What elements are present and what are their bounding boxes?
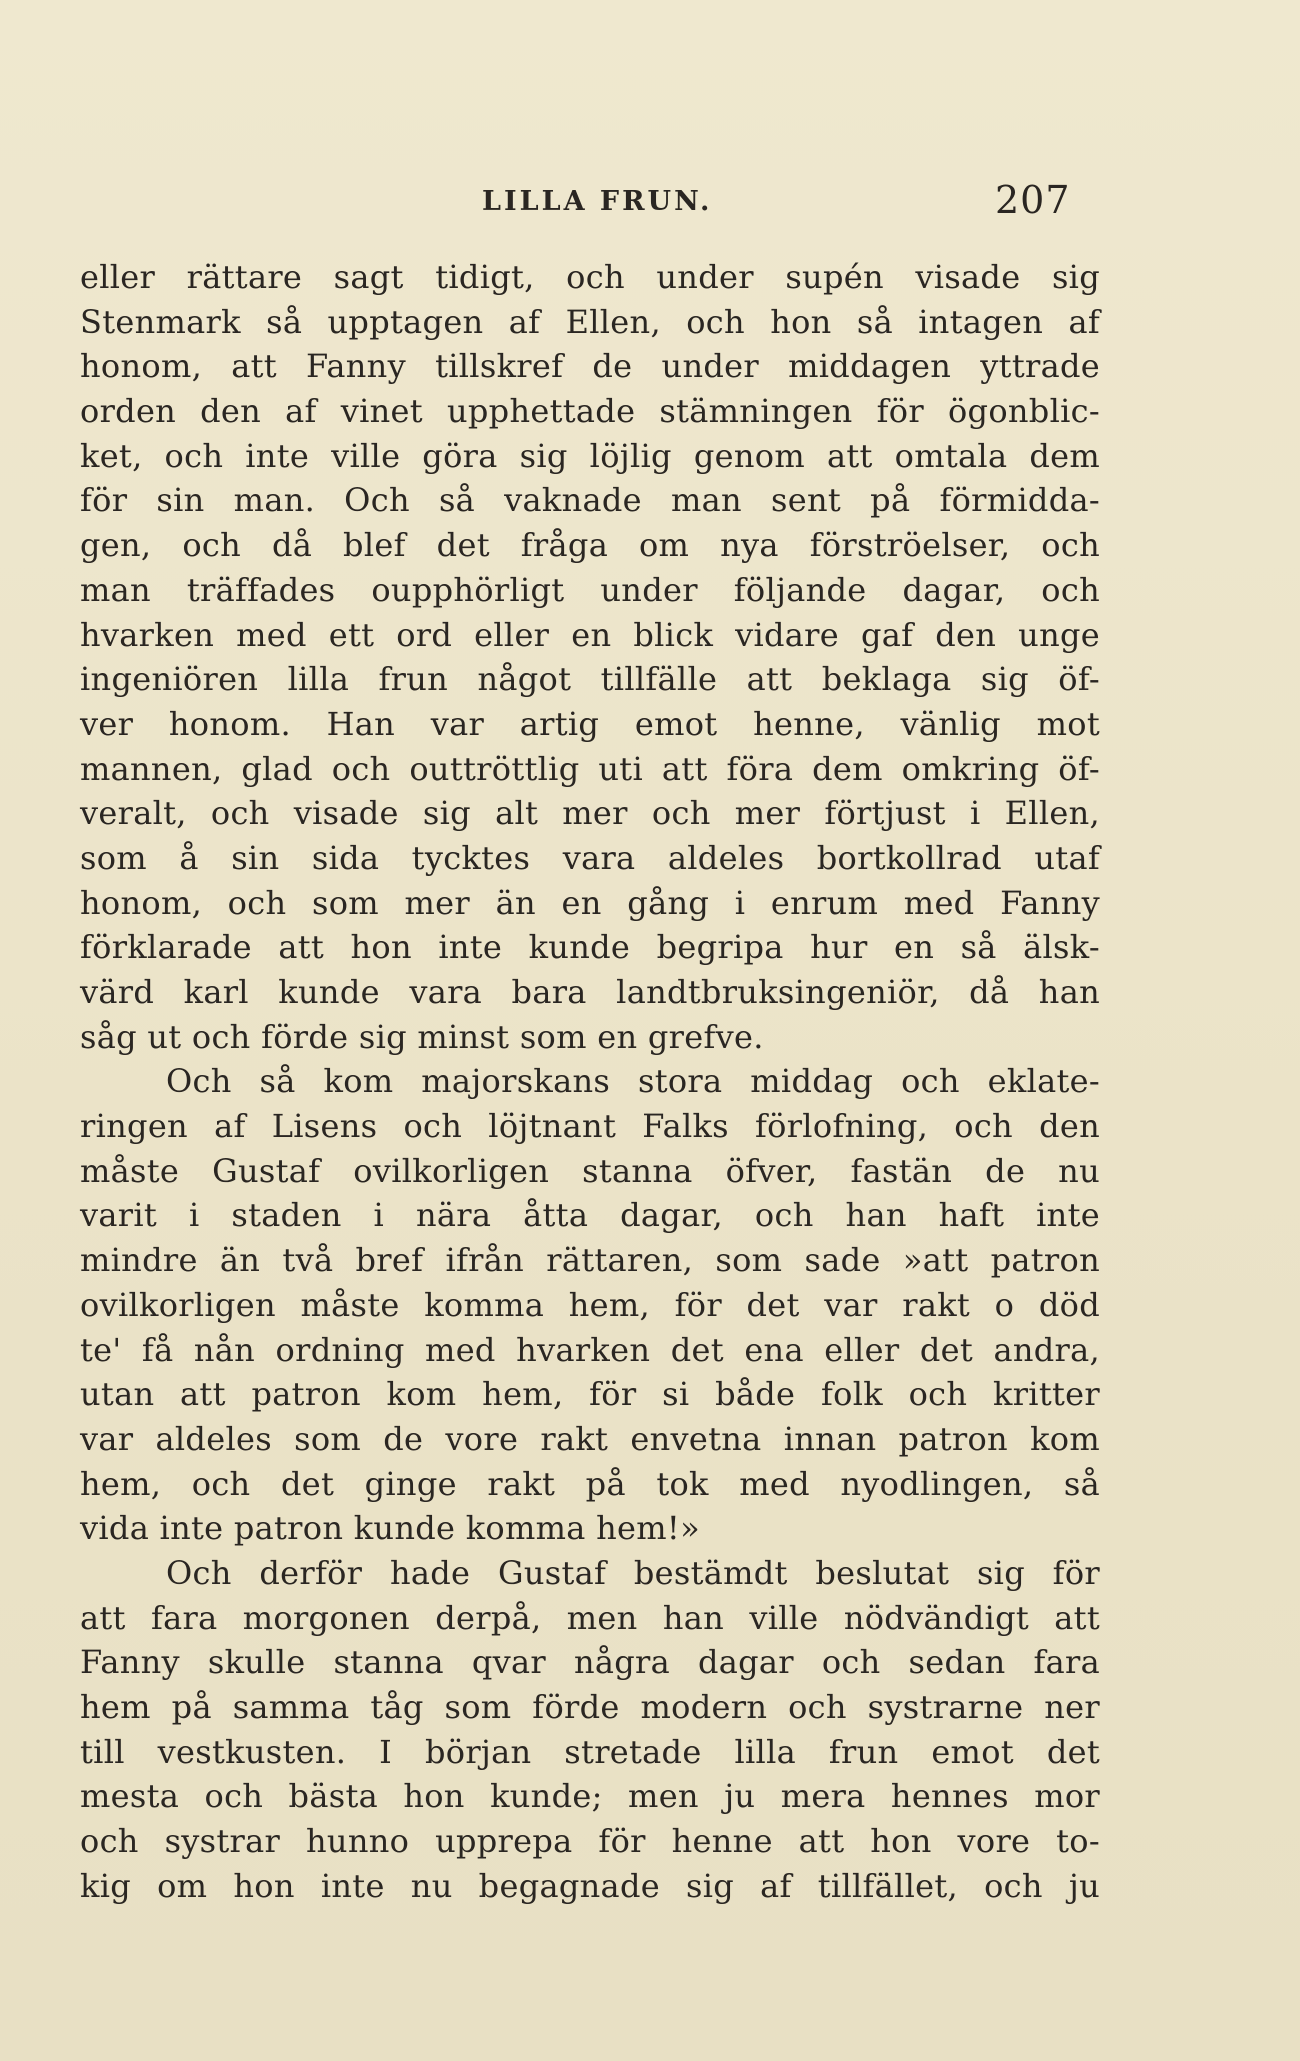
text-line: ringen af Lisens och löjtnant Falks förlofning, och den	[80, 1107, 1100, 1146]
text-line: kig om hon inte nu begagnade sig af tillfället, och ju	[80, 1866, 1100, 1905]
text-line: måste Gustaf ovilkorligen stanna öfver, fastän de nu	[80, 1151, 1100, 1190]
text-line: honom, och som mer än en gång i enrum med Fanny	[80, 883, 1100, 922]
text-line: mesta och bästa hon kunde; men ju mera hennes mor	[80, 1777, 1100, 1816]
body-text	[80, 255, 1100, 1908]
text-line: var aldeles som de vore rakt envetna innan patron kom	[80, 1419, 1100, 1458]
text-line: Stenmark så upptagen af Ellen, och hon så intagen af	[80, 302, 1100, 341]
text-line: förklarade att hon inte kunde begripa hur en så älsk-	[80, 928, 1100, 967]
text-line: ovilkorligen måste komma hem, för det var rakt o död	[80, 1285, 1100, 1324]
text-line: hem, och det ginge rakt på tok med nyodlingen, så	[80, 1464, 1100, 1503]
text-line: till vestkusten. I början stretade lilla frun emot det	[80, 1732, 1100, 1771]
text-line: veralt, och visade sig alt mer och mer förtjust i Ellen,	[80, 794, 1100, 833]
text-line: Och så kom majorskans stora middag och eklate-	[166, 1062, 1100, 1101]
text-line: ver honom. Han var artig emot henne, vänlig mot	[80, 704, 1100, 743]
page-number: 207	[995, 178, 1071, 222]
text-line: hem på samma tåg som förde modern och systrarne ner	[80, 1688, 1100, 1726]
text-line: ingeniören lilla frun något tillfälle att beklaga sig öf-	[80, 660, 1100, 699]
text-line: orden den af vinet upphettade stämningen för ögonblic-	[80, 392, 1100, 431]
text-line: vida inte patron kunde komma hem!»	[80, 1509, 700, 1548]
text-line: som å sin sida tycktes vara aldeles bortkollrad utaf	[80, 838, 1100, 877]
text-line: utan att patron kom hem, för si både folk och kritter	[80, 1375, 1100, 1414]
text-line: mindre än två bref ifrån rättaren, som sade »att patron	[80, 1241, 1100, 1280]
text-line: att fara morgonen derpå, men han ville nödvändigt att	[80, 1598, 1100, 1637]
text-line: Och derför hade Gustaf bestämdt beslutat sig för	[166, 1553, 1100, 1592]
running-title: LILLA FRUN.	[482, 186, 713, 217]
text-line: mannen, glad och outtröttlig uti att föra dem omkring öf-	[80, 749, 1100, 788]
text-line: och systrar hunno upprepa för henne att hon vore to-	[80, 1822, 1100, 1861]
text-line: te' få nån ordning med hvarken det ena eller det andra,	[80, 1330, 1100, 1369]
text-line: värd karl kunde vara bara landtbruksingeniör, då han	[80, 973, 1100, 1011]
text-line: hvarken med ett ord eller en blick vidare gaf den unge	[80, 615, 1100, 654]
text-line: såg ut och förde sig minst som en grefve.	[80, 1017, 764, 1056]
text-line: varit i staden i nära åtta dagar, och han haft inte	[80, 1196, 1100, 1235]
running-header	[0, 178, 1300, 230]
text-line: Fanny skulle stanna qvar några dagar och sedan fara	[80, 1643, 1100, 1682]
text-line: gen, och då blef det fråga om nya förströelser, och	[80, 526, 1100, 565]
text-line: ket, och inte ville göra sig löjlig genom att omtala dem	[80, 436, 1100, 475]
text-line: man träffades oupphörligt under följande dagar, och	[80, 570, 1100, 609]
text-line: för sin man. Och så vaknade man sent på förmidda-	[80, 481, 1100, 520]
text-line: eller rättare sagt tidigt, och under supén visade sig	[80, 258, 1100, 296]
text-line: honom, att Fanny tillskref de under middagen yttrade	[80, 347, 1100, 386]
